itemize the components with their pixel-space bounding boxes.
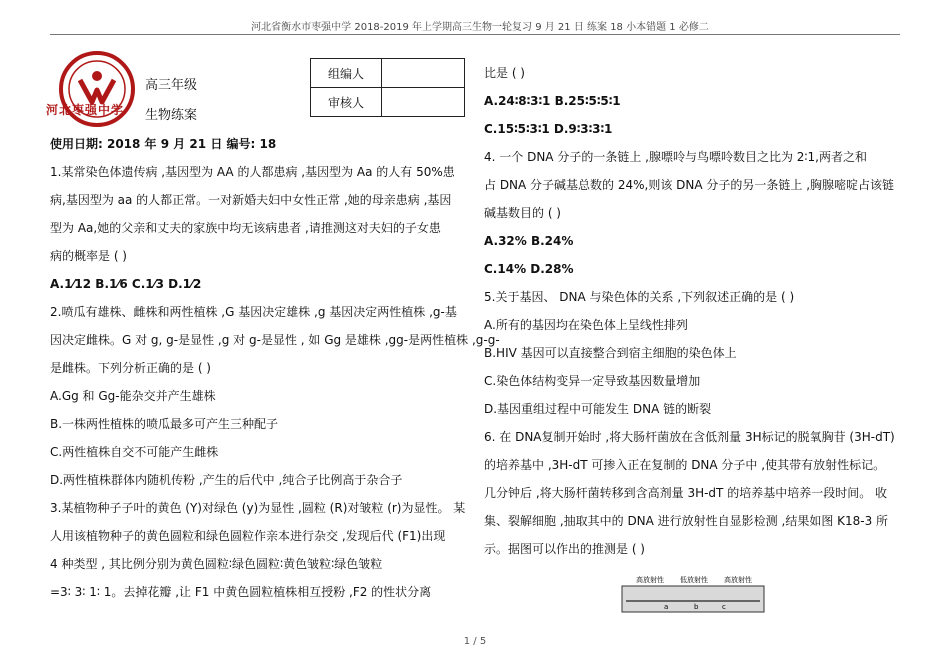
table-row [311,88,465,117]
compiler-label: 组编人 [311,59,382,88]
q6-stem-line: 的培养基中 ,3H-dT 可掺入正在复制的 DNA 分子中 ,使其带有放射性标记。 [484,458,886,472]
q1-stem-line: 病,基因型为 aa 的人都正常。一对新婚夫妇中女性正常 ,她的母亲患病 ,基因 [50,193,452,207]
figure-point-a: a [664,603,669,611]
q6-stem-line: 集、裂解细胞 ,抽取其中的 DNA 进行放射性自显影检测 ,结果如图 K18-3 所 [484,514,889,528]
grade-label: 高三年级 [145,78,198,93]
q2-option: C.两性植株自交不可能产生雌株 [50,445,219,459]
q2-option: A.Gg 和 Gg-能杂交并产生雄株 [50,389,216,403]
q3-stem-line: 3.某植物种子子叶的黄色 (Y)对绿色 (y)为显性 ,圆粒 (R)对皱粒 (r)为显性。 某 [50,501,466,515]
header-divider [50,34,900,35]
q1-stem-line: 病的概率是 ( ) [50,249,127,263]
figure-point-c: c [722,603,726,611]
autoradiograph-figure [618,574,768,614]
usage-date-line: 使用日期: 2018 年 9 月 21 日 编号: 18 [50,137,277,151]
q5-option: C.染色体结构变异一定导致基因数量增加 [484,374,701,388]
q4-options: C.14% D.28% [484,262,574,276]
figure-label-high-1: 高放射性 [636,576,664,584]
q3-options: A.24∶8∶3∶1 B.25∶5∶5∶1 [484,94,621,108]
q6-stem-line: 几分钟后 ,将大肠杆菌转移到含高剂量 3H-dT 的培养基中培养一段时间。 收 [484,486,888,500]
review-table [310,58,465,117]
left-column [50,130,500,606]
right-column [484,59,904,563]
q2-stem-line: 因决定雌株。G 对 g, g-是显性 ,g 对 g-是显性 , 如 Gg 是雄株 ,gg-是两性植株 ,g-g- [50,333,500,347]
q3-stem-line: =3∶ 3∶ 1∶ 1。去掉花瓣 ,让 F1 中黄色圆粒植株相互授粉 ,F2 的性状分离 [50,585,432,599]
q2-stem-line: 2.喷瓜有雄株、雌株和两性植株 ,G 基因决定雄株 ,g 基因决定两性植株 ,g-基 [50,305,457,319]
q4-stem-line: 占 DNA 分子碱基总数的 24%,则该 DNA 分子的另一条链上 ,胸腺嘧啶占该链 [484,178,895,192]
q6-stem-line: 示。据图可以作出的推测是 ( ) [484,542,645,556]
q2-option: D.两性植株群体内随机传粉 ,产生的后代中 ,纯合子比例高于杂合子 [50,473,403,487]
q6-stem-line: 6. 在 DNA复制开始时 ,将大肠杆菌放在含低剂量 3H标记的脱氧胸苷 (3H-dT) [484,430,895,444]
q5-option: D.基因重组过程中可能发生 DNA 链的断裂 [484,402,712,416]
q1-stem-line: 型为 Aa,她的父亲和丈夫的家族中均无该病患者 ,请推测这对夫妇的子女患 [50,221,441,235]
table-row [311,59,465,88]
q5-stem-line: 5.关于基因、 DNA 与染色体的关系 ,下列叙述正确的是 ( ) [484,290,795,304]
subject-label: 生物练案 [145,108,198,123]
page-indicator: 1 / 5 [463,636,487,647]
q1-options: A.1⁄12 B.1⁄6 C.1⁄3 D.1⁄2 [50,277,202,291]
q3-stem-line: 4 种类型 , 其比例分别为黄色圆粒∶绿色圆粒∶黄色皱粒∶绿色皱粒 [50,557,383,571]
q1-stem-line: 1.某常染色体遗传病 ,基因型为 AA 的人都患病 ,基因型为 Aa 的人有 50%患 [50,165,455,179]
q4-stem-line: 4. 一个 DNA 分子的一条链上 ,腺嘌呤与鸟嘌呤数目之比为 2∶1,两者之和 [484,150,867,164]
figure-label-low: 低放射性 [680,576,708,584]
q2-stem-line: 是雌株。下列分析正确的是 ( ) [50,361,211,375]
q5-option: B.HIV 基因可以直接整合到宿主细胞的染色体上 [484,346,737,360]
q2-option: B.一株两性植株的喷瓜最多可产生三种配子 [50,417,279,431]
q4-stem-line: 碱基数目的 ( ) [484,206,561,220]
q5-option: A.所有的基因均在染色体上呈线性排列 [484,318,688,332]
figure-label-high-2: 高放射性 [724,576,752,584]
figure-point-b: b [694,603,699,611]
q3-stem-line: 比是 ( ) [484,66,525,80]
q3-stem-line: 人用该植物种子的黄色圆粒和绿色圆粒作亲本进行杂交 ,发现后代 (F1)出现 [50,529,446,543]
running-header: 河北省衡水市枣强中学 2018-2019 年上学期高三生物一轮复习 9 月 21 日 练案 18 小本错题 1 必修二 [251,22,709,33]
logo-caption: 河北枣强中学 [46,103,125,117]
q3-options: C.15∶5∶3∶1 D.9∶3∶3∶1 [484,122,613,136]
reviewer-label: 审核人 [311,88,382,117]
compiler-value [382,59,465,88]
q4-options: A.32% B.24% [484,234,574,248]
reviewer-value [382,88,465,117]
